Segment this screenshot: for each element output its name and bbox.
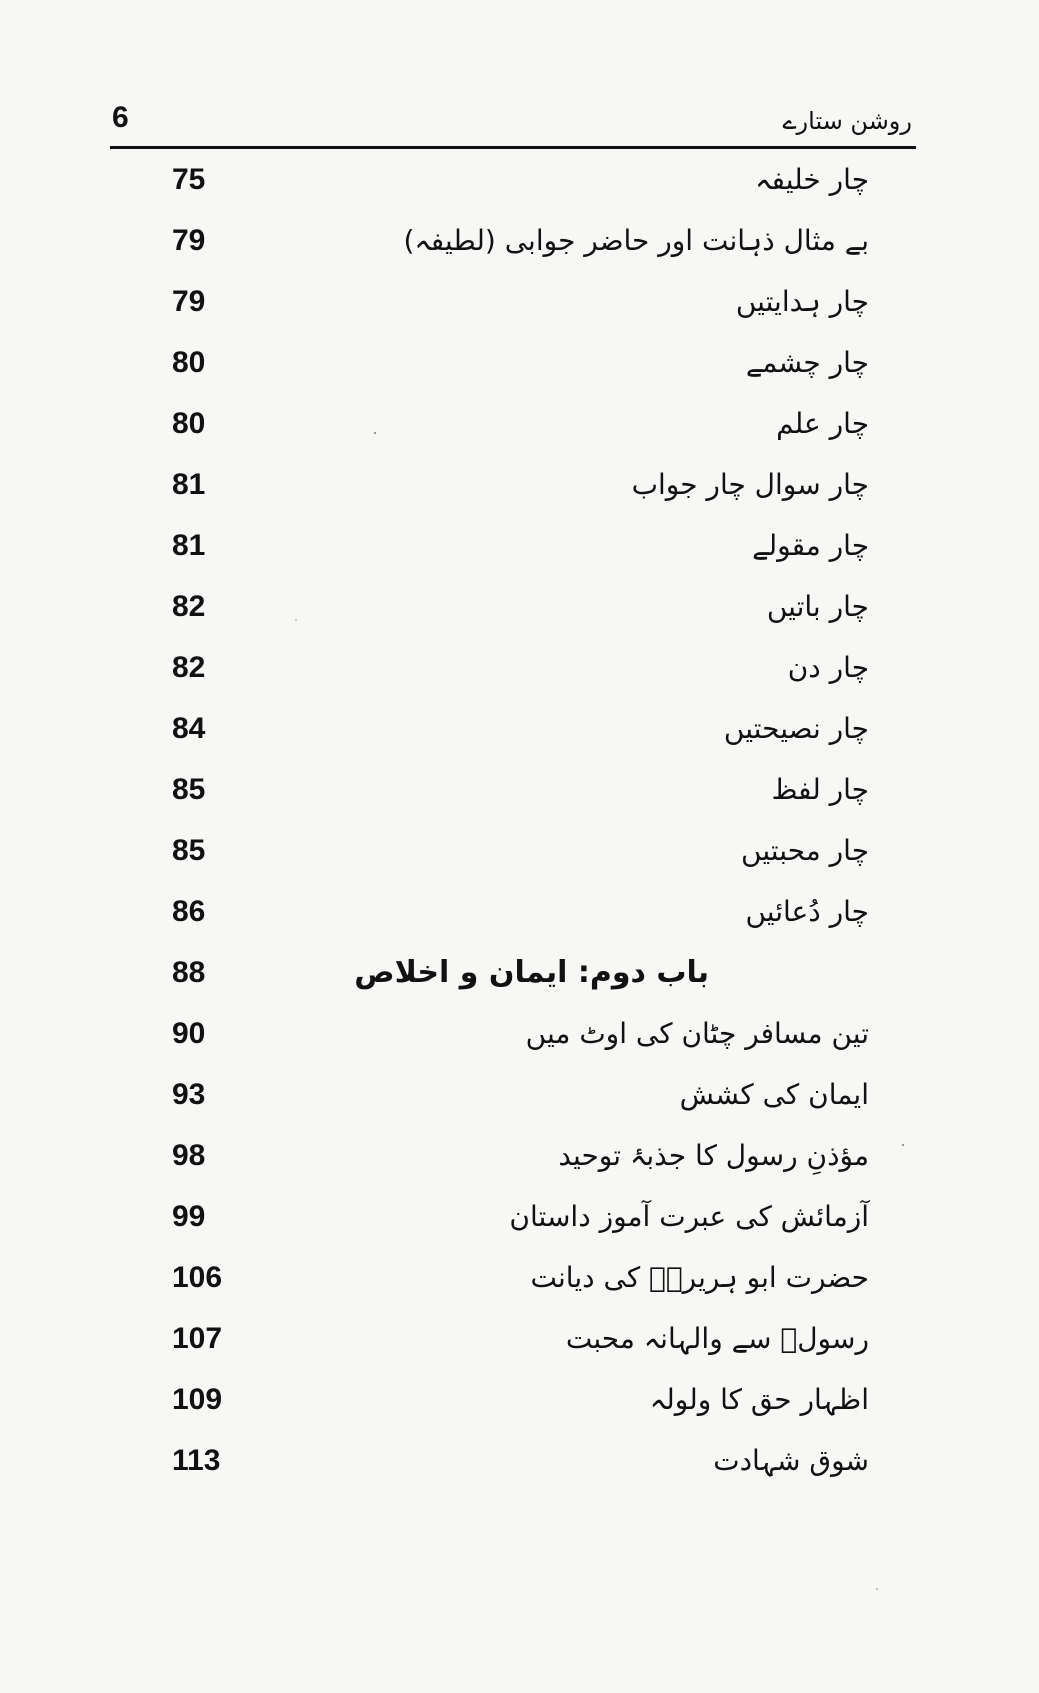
toc-title: چار چشمے: [745, 346, 869, 379]
toc-entry: [0, 701, 1039, 762]
toc-title: آزمائش کی عبرت آموز داستان: [509, 1200, 869, 1233]
toc-title: بے مثال ذہانت اور حاضر جوابی (لطیفہ): [403, 224, 869, 257]
toc-entry: [0, 884, 1039, 945]
toc-title: ایمان کی کشش: [679, 1078, 869, 1111]
toc-page-number: 82: [172, 590, 206, 623]
toc-entry: [0, 518, 1039, 579]
toc-title: باب دوم: ایمان و اخلاص: [354, 955, 709, 990]
toc-page-number: 106: [172, 1261, 223, 1294]
toc-entry: [0, 1372, 1039, 1433]
toc-page-number: 84: [172, 712, 206, 745]
toc-entry: [0, 396, 1039, 457]
toc-title: حضرت ابو ہریرہؓ کی دیانت: [530, 1261, 869, 1294]
toc-title: رسولؐ سے والہانہ محبت: [565, 1322, 869, 1355]
toc-title: مؤذنِ رسول کا جذبۂ توحید: [558, 1139, 869, 1172]
toc-page-number: 93: [172, 1078, 206, 1111]
toc-entry: [0, 640, 1039, 701]
toc-entry: [0, 1006, 1039, 1067]
toc-page-number: 85: [172, 834, 206, 867]
toc-title: چار مقولے: [752, 529, 869, 562]
toc-title: چار سوال چار جواب: [631, 468, 869, 501]
toc-entry: [0, 1311, 1039, 1372]
toc-page-number: 75: [172, 163, 206, 196]
toc-page-number: 90: [172, 1017, 206, 1050]
toc-page-number: 81: [172, 529, 206, 562]
toc-entry: [0, 457, 1039, 518]
toc-title: چار علم: [776, 407, 869, 440]
toc-title: چار لفظ: [771, 773, 869, 806]
page-number: 6: [112, 101, 129, 134]
toc-entry: [0, 152, 1039, 213]
toc-entry: [0, 1189, 1039, 1250]
toc-title: چار نصیحتیں: [723, 712, 869, 745]
toc-page-number: 109: [172, 1383, 223, 1416]
page-header: [112, 98, 912, 144]
running-title: روشن ستارے: [782, 107, 912, 135]
toc-title: چار باتیں: [766, 590, 869, 623]
toc-page-number: 99: [172, 1200, 206, 1233]
toc-title: تین مسافر چٹان کی اوٹ میں: [525, 1017, 869, 1050]
toc-page-number: 88: [172, 956, 206, 989]
toc-entry: [0, 1250, 1039, 1311]
toc-page-number: 80: [172, 346, 206, 379]
toc-page-number: 85: [172, 773, 206, 806]
toc-page-number: 98: [172, 1139, 206, 1172]
toc-title: اظہار حق کا ولولہ: [649, 1383, 869, 1416]
toc-page-number: 86: [172, 895, 206, 928]
toc-title: چار ہدایتیں: [735, 285, 869, 318]
toc-entry: [0, 1067, 1039, 1128]
header-rule: [110, 146, 916, 149]
toc-chapter-heading: [0, 945, 1039, 1006]
table-of-contents: [0, 152, 1039, 1494]
toc-entry: [0, 1433, 1039, 1494]
toc-title: چار دُعائیں: [745, 895, 869, 928]
toc-page-number: 79: [172, 285, 206, 318]
toc-entry: [0, 274, 1039, 335]
toc-title: شوق شہادت: [713, 1444, 869, 1477]
toc-entry: [0, 823, 1039, 884]
toc-entry: [0, 335, 1039, 396]
toc-page-number: 113: [172, 1444, 221, 1477]
toc-entry: [0, 762, 1039, 823]
toc-title: چار محبتیں: [741, 834, 869, 867]
toc-entry: [0, 213, 1039, 274]
toc-title: چار خلیفہ: [755, 163, 869, 196]
toc-page-number: 79: [172, 224, 206, 257]
toc-page-number: 82: [172, 651, 206, 684]
toc-title: چار دن: [787, 651, 869, 684]
toc-entry: [0, 579, 1039, 640]
toc-page-number: 81: [172, 468, 206, 501]
toc-entry: [0, 1128, 1039, 1189]
toc-page-number: 80: [172, 407, 206, 440]
toc-page-number: 107: [172, 1322, 223, 1355]
